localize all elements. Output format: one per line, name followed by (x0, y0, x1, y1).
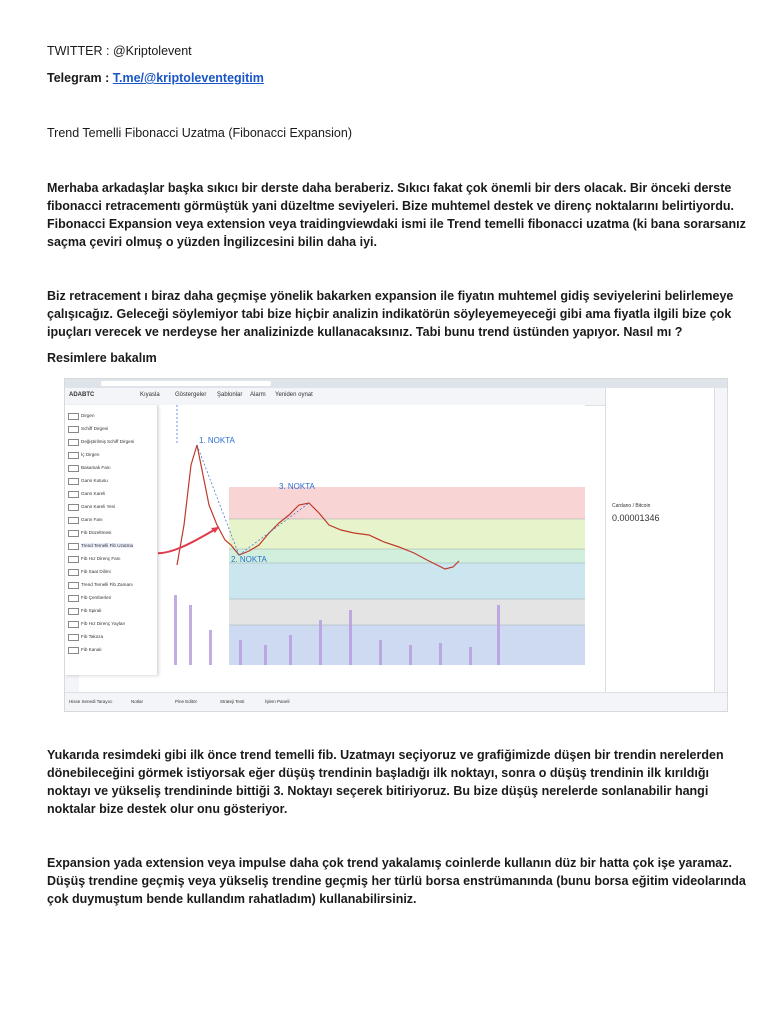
bottom-tab-0[interactable]: Hisse Senedi Tarayıcı (69, 699, 113, 704)
telegram-label: Telegram : (47, 71, 113, 85)
watchlist-panel (605, 388, 716, 693)
menu-item-11[interactable]: Fib Hız Direnç Fanı (81, 556, 121, 561)
fib-tool-menu (65, 405, 158, 675)
bottom-tab-2[interactable]: Pine Editör (175, 699, 198, 704)
menu-item-17[interactable]: Fib Takoza (81, 634, 104, 639)
toolbar-compare[interactable]: Kıyasla (140, 392, 160, 398)
bottom-tab-1[interactable]: Notlar (131, 699, 144, 704)
toolbar-templates[interactable]: Şablonlar (217, 392, 243, 398)
bottom-bar (65, 692, 727, 711)
p2-line-3: ipuçları verecek ve nerdeyse her analizinizde kullanacaksınız. Tabi bunu trend üstünden yapıyor. Nasıl mı ? (47, 325, 683, 339)
p3-line-3: noktayı ve yükseliş trendininde bittiği 3. Noktayı seçerek bitiriyoruz. Bu bize düşüş nerelerde sonlanabilir hangi (47, 784, 709, 798)
symbol-label: ADABTC (69, 392, 95, 398)
p4-line-3: çok duymuştum bende kullandım rahatladım) kullanabilirsiniz. (47, 892, 417, 906)
tradingview-screenshot (64, 378, 728, 712)
menu-item-16[interactable]: Fib Hız Direnç Yayları (81, 621, 126, 626)
p3-line-1: Yukarıda resimdeki gibi ilk önce trend temelli fib. Uzatmayı seçiyoruz ve grafiğimizde düşen bir trendin nerelerden (47, 748, 724, 762)
menu-item-1[interactable]: Schiff Dirgeni (81, 426, 109, 431)
menu-item-4[interactable]: Basamak Fanı (81, 465, 111, 470)
bottom-tab-3[interactable]: Strateji Testi (220, 699, 245, 704)
label-nokta-1: 1. NOKTA (199, 436, 235, 445)
menu-item-3[interactable]: İç Dirgen (81, 452, 100, 457)
p1-line-2: fibonacci retracementı görmüştük yani düzeltme seviyeleri. Bize muhtemel destek ve direnç noktalarını belirtiyordu. (47, 199, 735, 213)
menu-item-12[interactable]: Fib Saat Dilimi (81, 569, 111, 574)
p2-line-1: Biz retracement ı biraz daha geçmişe yönelik bakarken expansion ile fiyatın muhtemel gidiş seviyelerini belirlemeye (47, 289, 734, 303)
twitter-handle: TWITTER : @Kriptolevent (47, 44, 192, 58)
menu-item-9[interactable]: Fib Düzeltmesi (81, 530, 112, 535)
menu-item-0[interactable]: Dirgen (81, 413, 95, 418)
browser-bar (65, 379, 727, 388)
p1-line-1: Merhaba arkadaşlar başka sıkıcı bir derste daha beraberiz. Sıkıcı fakat çok önemli bir ders olacak. Bir önceki derste (47, 181, 732, 195)
menu-item-13[interactable]: Trend Temelli Fib Zamanı (81, 582, 133, 587)
label-nokta-3: 3. NOKTA (279, 482, 315, 491)
p4-line-1: Expansion yada extension veya impulse daha çok trend yakalamış coinlerde kullanın düz bir hatta çok işe yaramaz. (47, 856, 732, 870)
pair-name: Cardano / Bitcoin (612, 503, 651, 509)
p1-line-3: Fibonacci Expansion veya extension veya traidingviewdaki ismi ile Trend temelli fibonacci uzatma (ki bana sorarsanız (47, 217, 746, 231)
p3-line-4: noktalar bize destek olur onu gösteriyor. (47, 802, 288, 816)
resimler-heading: Resimlere bakalım (47, 351, 157, 365)
menu-item-10[interactable]: Trend Temelli Fib Uzatma (81, 543, 134, 548)
menu-item-18[interactable]: Fib Kanalı (81, 647, 102, 652)
toolbar-indicators[interactable]: Göstergeler (175, 392, 207, 398)
telegram-line (47, 71, 264, 85)
menu-item-2[interactable]: Değiştirilmiş Schiff Dirgeni (81, 439, 135, 444)
menu-item-7[interactable]: Gann Kareli Yeni (81, 504, 116, 509)
right-toolbar (714, 388, 727, 693)
toolbar-alarm[interactable]: Alarm (250, 392, 266, 398)
toolbar-replay[interactable]: Yeniden oynat (275, 392, 313, 398)
p2-line-2: çalışıcağız. Geleceği söylemiyor tabi bize hiçbir analizin indikatörün söyleyemeyeceği gibi ama fiyatla ilgili bize çok (47, 307, 732, 321)
page-title: Trend Temelli Fibonacci Uzatma (Fibonacci Expansion) (47, 126, 352, 140)
p1-line-4: saçma çeviri olmuş o yüzden İngilizcesini bilin daha iyi. (47, 235, 377, 249)
p4-line-2: Düşüş trendine geçmiş veya yükseliş trendine geçmiş her türlü borsa enstrümanında (bunu borsa eğitim videolarında (47, 874, 746, 888)
bottom-tab-4[interactable]: İşlem Paneli (265, 699, 290, 704)
telegram-link[interactable]: T.me/@kriptoleventegitim (112, 71, 264, 85)
menu-item-8[interactable]: Gann Fanı (81, 517, 103, 522)
menu-item-5[interactable]: Gann Kutusu (81, 478, 108, 483)
p3-line-2: dönebileceğini görmek istiyorsak eğer düşüş trendinin başladığı ilk noktayı, sonra o düşüş trendinin ilk kırıldığı (47, 766, 709, 780)
menu-item-6[interactable]: Gann Kareli (81, 491, 106, 496)
menu-item-15[interactable]: Fib Spirali (81, 608, 102, 613)
label-nokta-2: 2. NOKTA (231, 555, 267, 564)
menu-item-14[interactable]: Fib Çemberleri (81, 595, 112, 600)
price-big: 0.00001346 (612, 513, 660, 523)
